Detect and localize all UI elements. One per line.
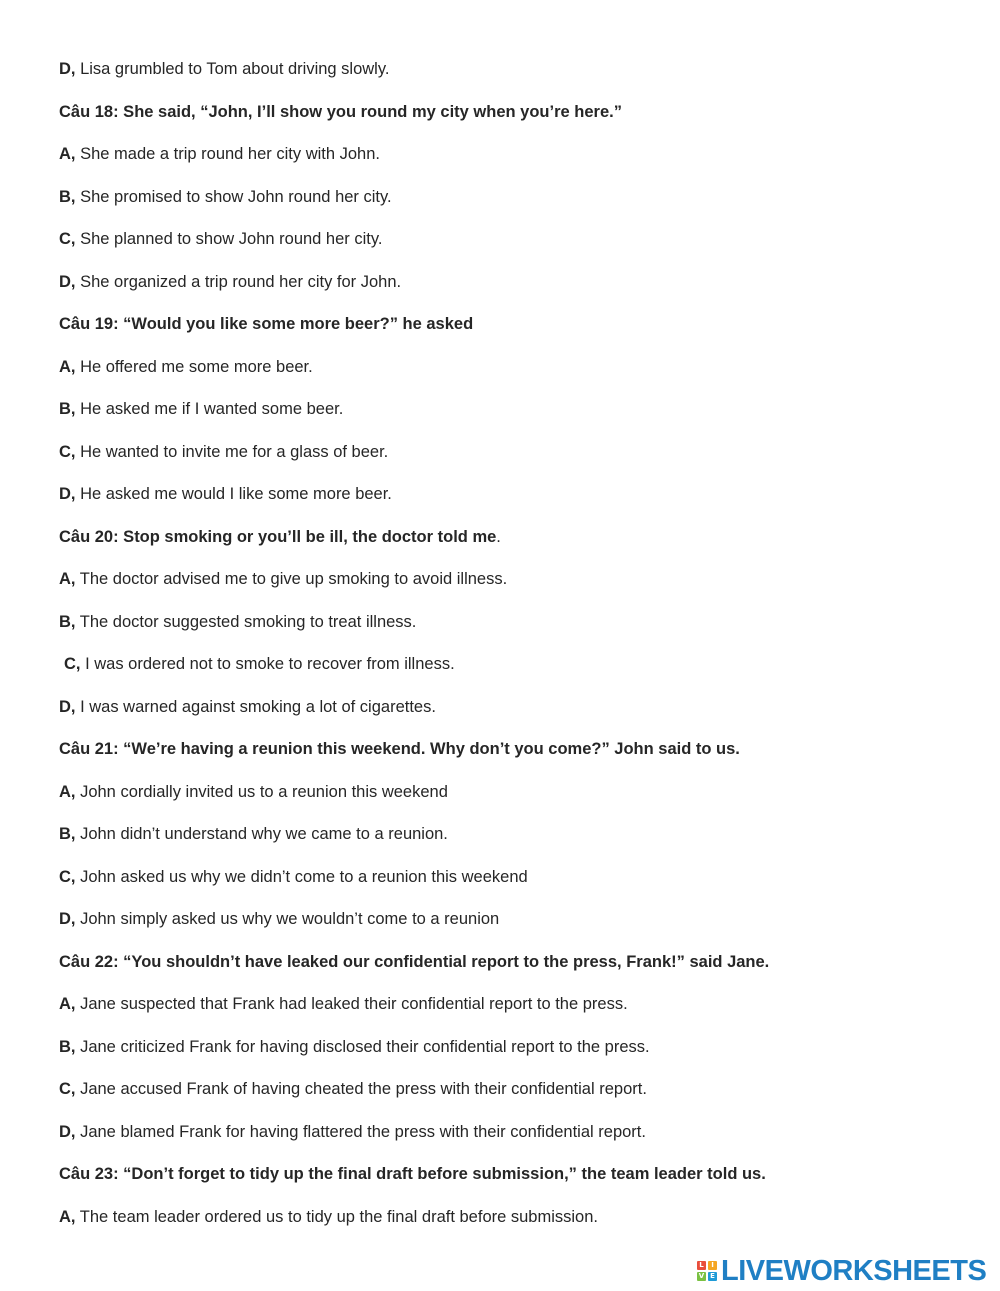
option-text: John didn’t understand why we came to a reunion. [75,825,448,843]
option-key: B, [59,188,76,206]
option-key: A, [59,358,76,376]
logo-block: V [698,1272,705,1280]
answer-option [59,399,343,419]
question-text: Câu 18: She said, “John, I’ll show you round my city when you’re here.” [59,103,622,121]
answer-option [59,697,436,717]
question-tail: . [496,528,501,546]
answer-option [59,187,392,207]
answer-option [64,654,455,674]
option-key: D, [59,1123,76,1141]
answer-option [59,1037,650,1057]
answer-option [59,612,416,632]
option-text: She promised to show John round her city. [75,188,392,206]
answer-option [59,782,448,802]
answer-option [59,1079,647,1099]
option-key: D, [59,60,76,78]
option-text: The doctor suggested smoking to treat illness. [75,613,417,631]
question-line [59,527,501,547]
option-key: B, [59,1038,76,1056]
option-key: A, [59,783,76,801]
option-text: The team leader ordered us to tidy up the final draft before submission. [75,1208,598,1226]
option-text: He wanted to invite me for a glass of beer. [75,443,389,461]
option-text: She organized a trip round her city for John. [75,273,402,291]
option-text: He offered me some more beer. [75,358,313,376]
option-text: John simply asked us why we wouldn’t come to a reunion [75,910,500,928]
option-text: The doctor advised me to give up smoking to avoid illness. [75,570,508,588]
question-line [59,102,622,122]
option-text: John cordially invited us to a reunion this weekend [75,783,448,801]
option-text: She made a trip round her city with John. [75,145,380,163]
liveworksheets-logo [697,1256,986,1286]
logo-block: L [697,1261,706,1270]
answer-option [59,357,313,377]
answer-option [59,144,380,164]
option-key: B, [59,825,76,843]
option-key: C, [59,868,76,886]
option-text: John asked us why we didn’t come to a reunion this weekend [75,868,528,886]
answer-option [59,1122,646,1142]
option-key: B, [59,400,76,418]
question-text: Câu 20: Stop smoking or you’ll be ill, the doctor told me [59,528,497,546]
logo-block: I [708,1261,717,1270]
option-text: He asked me would I like some more beer. [75,485,392,503]
option-key: D, [59,273,76,291]
option-text: Jane suspected that Frank had leaked their confidential report to the press. [75,995,628,1013]
question-text: Câu 23: “Don’t forget to tidy up the final draft before submission,” the team leader told us. [59,1165,766,1183]
option-text: He asked me if I wanted some beer. [75,400,344,418]
logo-text: LIVEWORKSHEETS [721,1255,987,1287]
answer-option [59,59,389,79]
answer-option [59,484,392,504]
question-text: Câu 22: “You shouldn’t have leaked our confidential report to the press, Frank!” said Jane. [59,953,770,971]
option-key: B, [59,613,76,631]
option-key: D, [59,485,76,503]
option-key: D, [59,910,76,928]
option-key: A, [59,1208,76,1226]
answer-option [59,229,382,249]
option-text: Jane criticized Frank for having disclosed their confidential report to the press. [75,1038,650,1056]
option-text: Jane accused Frank of having cheated the press with their confidential report. [75,1080,647,1098]
question-text: Câu 19: “Would you like some more beer?” he asked [59,315,474,333]
option-key: A, [59,570,76,588]
option-key: D, [59,698,76,716]
answer-option [59,442,388,462]
answer-option [59,909,499,929]
question-text: Câu 21: “We’re having a reunion this weekend. Why don’t you come?” John said to us. [59,740,740,758]
option-text: Lisa grumbled to Tom about driving slowly. [75,60,390,78]
question-line [59,739,740,759]
option-key: C, [59,230,76,248]
question-line [59,1164,766,1184]
logo-blocks-icon [697,1261,717,1281]
option-key: A, [59,995,76,1013]
answer-option [59,994,628,1014]
option-text: She planned to show John round her city. [75,230,383,248]
option-text: Jane blamed Frank for having flattered the press with their confidential report. [75,1123,646,1141]
answer-option [59,569,507,589]
answer-option [59,272,401,292]
answer-option [59,867,528,887]
question-line [59,952,769,972]
option-text: I was ordered not to smoke to recover from illness. [80,655,455,673]
option-key: A, [59,145,76,163]
question-line [59,314,473,334]
option-text: I was warned against smoking a lot of cigarettes. [75,698,436,716]
answer-option [59,824,448,844]
logo-block: E [708,1272,717,1281]
answer-option [59,1207,598,1227]
option-key: C, [59,443,76,461]
option-key: C, [59,1080,76,1098]
option-key: C, [64,655,81,673]
